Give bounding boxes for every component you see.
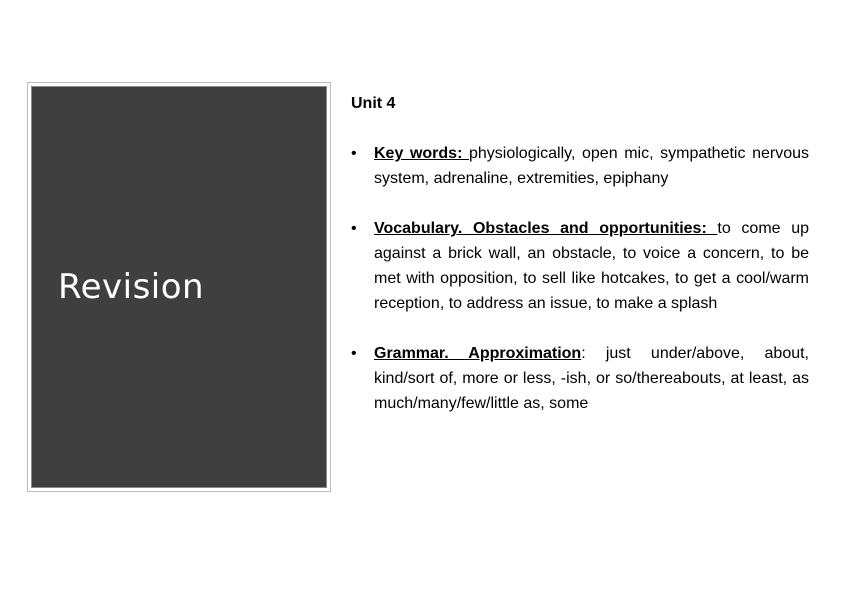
bullet-item-grammar	[351, 341, 809, 416]
grammar-text: : just under/above, about, kind/sort of, more or less, -ish, or so/thereabouts, at least, as much/many/few/little as, some	[374, 345, 809, 412]
title-panel-background	[31, 86, 327, 488]
bullet-item-key-words	[351, 141, 809, 191]
title-panel	[27, 82, 331, 492]
bullet-list	[351, 141, 809, 416]
slide-title: Revision	[58, 267, 205, 307]
vocabulary-label: Vocabulary. Obstacles and opportunities:	[374, 220, 718, 237]
key-words-text: physiologically, open mic, sympathetic nervous system, adrenaline, extremities, epiphany	[374, 145, 809, 187]
unit-heading: Unit 4	[351, 95, 396, 112]
bullet-item-vocabulary	[351, 216, 809, 316]
content-area	[351, 91, 809, 441]
vocabulary-text: to come up against a brick wall, an obstacle, to voice a concern, to be met with opposition, to sell like hotcakes, to get a cool/warm reception, to address an issue, to make a splash	[374, 220, 809, 312]
bullet-icon: •	[351, 145, 357, 162]
grammar-label: Grammar. Approximation	[374, 345, 582, 362]
key-words-label: Key words:	[374, 145, 469, 162]
bullet-icon: •	[351, 220, 357, 237]
bullet-icon: •	[351, 345, 357, 362]
